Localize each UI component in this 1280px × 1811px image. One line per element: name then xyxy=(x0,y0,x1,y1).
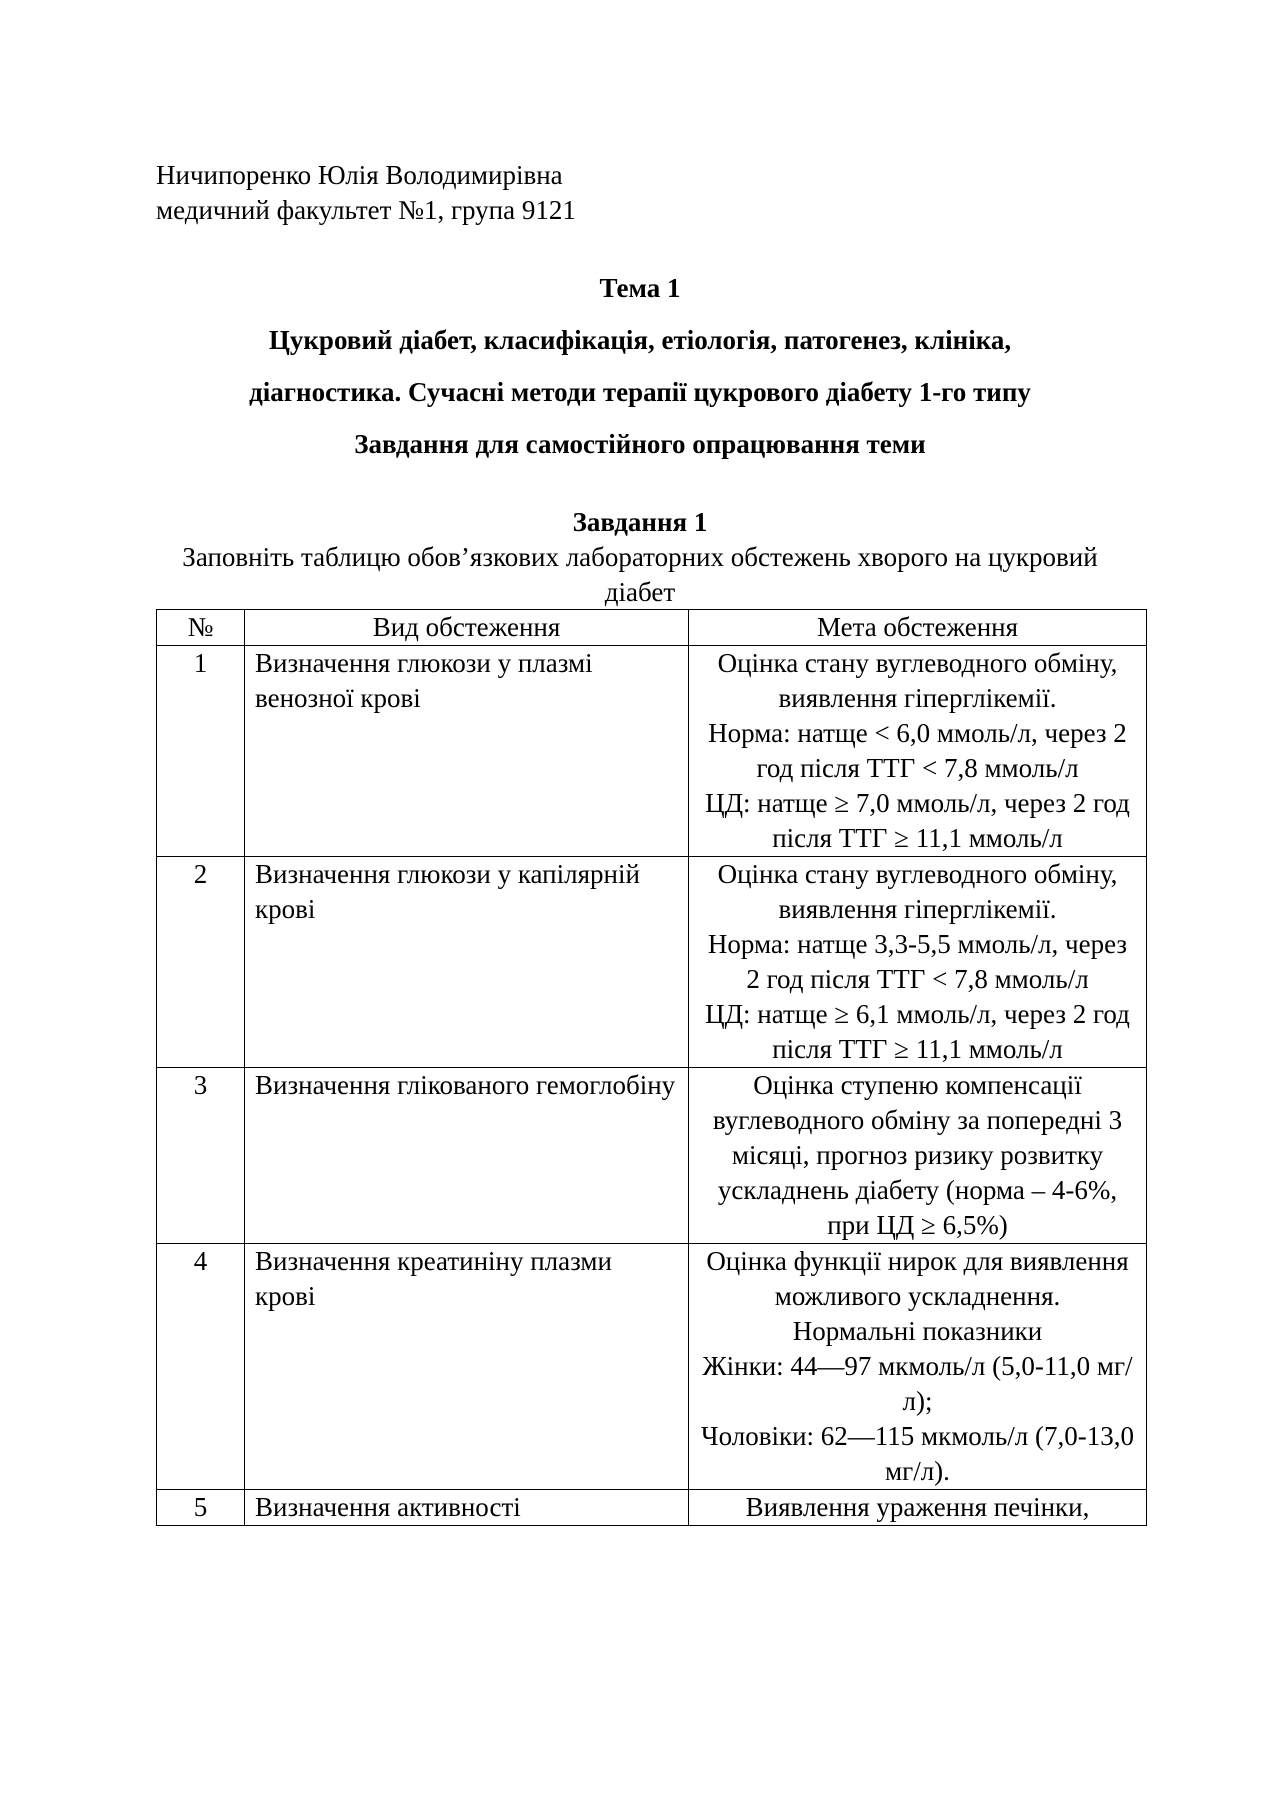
topic-subtitle: Завдання для самостійного опрацювання теми xyxy=(354,429,926,459)
exam-goal xyxy=(689,1244,1147,1490)
exam-goal-line: Норма: натще < 6,0 ммоль/л, через 2 год після ТТГ < 7,8 ммоль/л xyxy=(708,718,1127,783)
author-block xyxy=(156,158,576,228)
task-title: Завдання 1 xyxy=(572,507,708,537)
exam-type: Визначення глюкози у капілярній крові xyxy=(245,857,689,1068)
row-number: 1 xyxy=(157,646,245,857)
topic-title-line-1: Цукровий діабет, класифікація, етіологія, патогенез, клініка, xyxy=(268,325,1012,355)
topic-number: Тема 1 xyxy=(599,273,681,303)
table-row xyxy=(157,857,1147,1068)
topic-title-line-2: діагностика. Сучасні методи терапії цукрового діабету 1-го типу xyxy=(249,377,1031,407)
exam-goal-line: Жінки: 44—97 мкмоль/л (5,0-11,0 мг/л); xyxy=(702,1351,1133,1416)
author-faculty: медичний факультет №1, група 9121 xyxy=(156,195,576,225)
exam-goal xyxy=(689,1068,1147,1244)
exam-goal-line: ЦД: натще ≥ 7,0 ммоль/л, через 2 год після ТТГ ≥ 11,1 ммоль/л xyxy=(705,788,1130,853)
exam-goal-line: Чоловіки: 62—115 мкмоль/л (7,0-13,0 мг/л). xyxy=(701,1421,1134,1486)
exam-type: Визначення креатиніну плазми крові xyxy=(245,1244,689,1490)
exam-goal xyxy=(689,646,1147,857)
exam-goal-line: Оцінка стану вуглеводного обміну, виявлення гіперглікемії. xyxy=(717,648,1118,713)
exam-goal-line: Оцінка ступеню компенсації вуглеводного обміну за попередні 3 місяці, прогноз ризику розвитку ускладнень діабету (норма – 4-6%, при ЦД ≥ 6,5%) xyxy=(712,1070,1123,1240)
row-number: 5 xyxy=(157,1490,245,1526)
exam-type: Визначення активності xyxy=(245,1490,689,1526)
exam-goal-line: Виявлення ураження печінки, xyxy=(745,1492,1090,1522)
exam-type: Визначення глікованого гемоглобіну xyxy=(245,1068,689,1244)
row-number: 4 xyxy=(157,1244,245,1490)
header-exam-type: Вид обстеження xyxy=(245,610,689,646)
task-description: Заповніть таблицю обов’язкових лабораторних обстежень хворого на цукровий діабет xyxy=(182,542,1098,607)
exam-type: Визначення глюкози у плазмі венозної крові xyxy=(245,646,689,857)
exam-goal-line: Оцінка стану вуглеводного обміну, виявлення гіперглікемії. xyxy=(717,859,1118,924)
table-row xyxy=(157,1490,1147,1526)
header-exam-goal: Мета обстеження xyxy=(689,610,1147,646)
exam-goal-line: Оцінка функції нирок для виявлення можливого ускладнення. xyxy=(706,1246,1129,1311)
table-row xyxy=(157,646,1147,857)
lab-exams-table xyxy=(156,609,1147,1526)
exam-goal-line: ЦД: натще ≥ 6,1 ммоль/л, через 2 год після ТТГ ≥ 11,1 ммоль/л xyxy=(705,999,1130,1064)
exam-goal-line: Норма: натще 3,3-5,5 ммоль/л, через 2 год після ТТГ < 7,8 ммоль/л xyxy=(707,929,1128,994)
table-row xyxy=(157,1244,1147,1490)
exam-goal xyxy=(689,857,1147,1068)
table-row xyxy=(157,1068,1147,1244)
exam-goal xyxy=(689,1490,1147,1526)
heading-block xyxy=(156,262,1124,470)
row-number: 2 xyxy=(157,857,245,1068)
row-number: 3 xyxy=(157,1068,245,1244)
header-number: № xyxy=(157,610,245,646)
table-header-row xyxy=(157,610,1147,646)
exam-goal-line: Нормальні показники xyxy=(792,1316,1043,1346)
author-name: Ничипоренко Юлія Володимирівна xyxy=(156,160,563,190)
